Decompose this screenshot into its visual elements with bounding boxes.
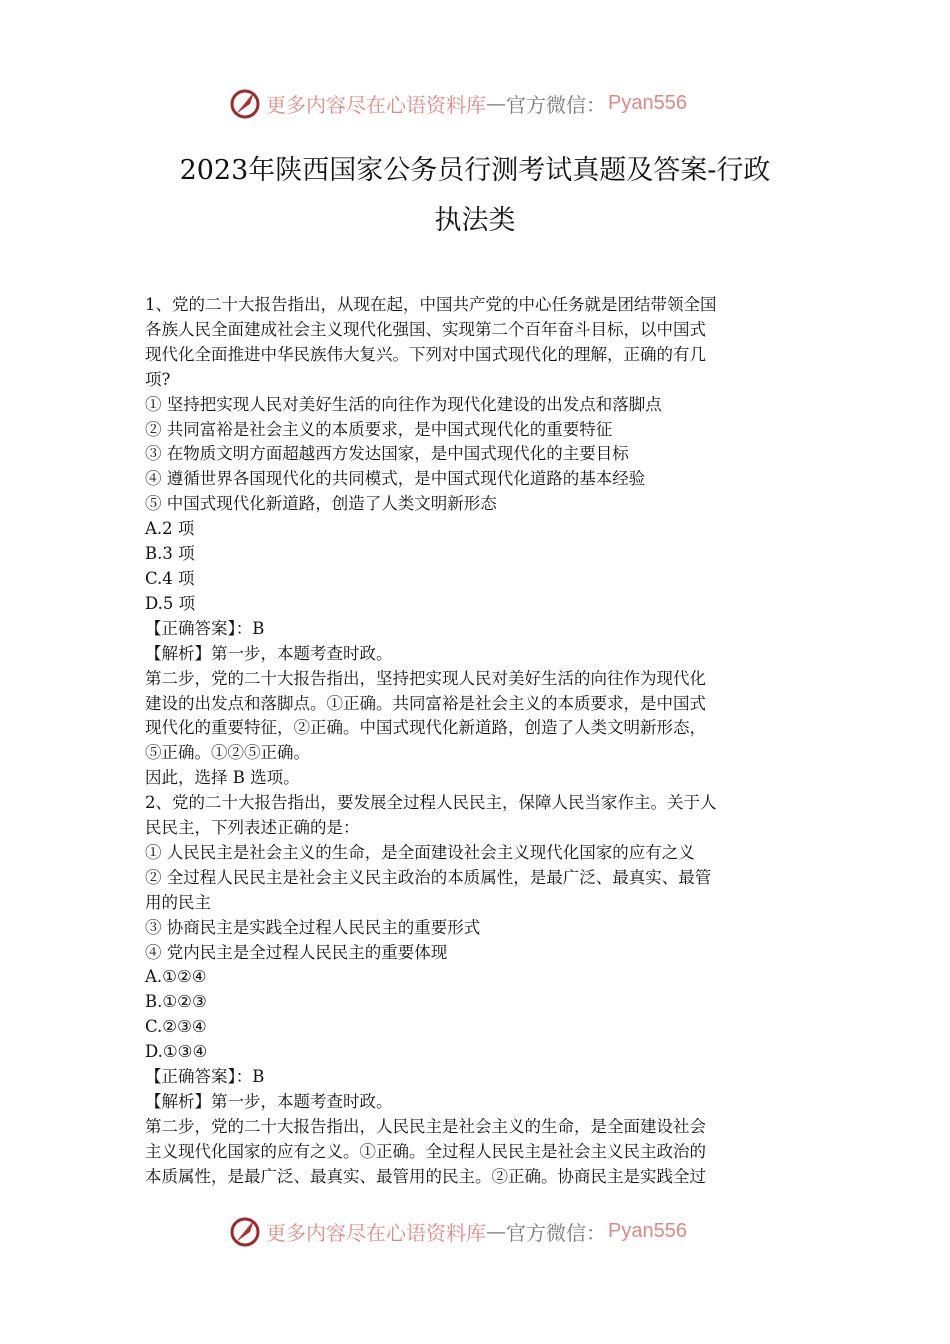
text-line: ① 坚持把实现人民对美好生活的向往作为现代化建设的出发点和落脚点: [145, 394, 662, 414]
text-line: ⑤正确。①②⑤正确。: [145, 743, 310, 763]
banner-id: Pyan556: [608, 91, 687, 114]
text-line: 建设的出发点和落脚点。①正确。共同富裕是社会主义的本质要求，是中国式: [145, 693, 706, 713]
title-line: 2023年陕西国家公务员行测考试真题及答案-行政: [179, 155, 771, 186]
text-line: 现代化全面推进中华民族伟大复兴。下列对中国式现代化的理解，正确的有几: [145, 344, 706, 364]
text-line: ⑤ 中国式现代化新道路，创造了人类文明新形态: [145, 494, 497, 514]
text-line: 【正确答案】：B: [145, 618, 265, 638]
quill-logo-icon: [228, 86, 262, 120]
document-body: [145, 293, 815, 1190]
text-line: 因此，选择 B 选项。: [145, 768, 300, 788]
text-line: 【解析】第一步，本题考查时政。: [145, 1092, 393, 1111]
text-line: ② 共同富裕是社会主义的本质要求，是中国式现代化的重要特征: [145, 419, 613, 439]
banner-label: 官方微信：: [506, 1220, 606, 1245]
text-line: ① 人民民主是社会主义的生命，是全面建设社会主义现代化国家的应有之义: [145, 842, 695, 862]
text-line: 【解析】第一步，本题考查时政。: [145, 643, 393, 663]
banner-brand: 更多内容尽在心语资料库: [266, 1220, 486, 1245]
header-watermark-banner: [228, 83, 728, 123]
text-line: 2、党的二十大报告指出，要发展全过程人民民主，保障人民当家作主。关于人: [145, 793, 717, 813]
text-line: 民民主，下列表述正确的是：: [145, 818, 360, 838]
banner-label: 官方微信：: [506, 92, 606, 117]
banner-brand: 更多内容尽在心语资料库: [266, 92, 486, 117]
footer-watermark-banner: [228, 1211, 728, 1251]
text-line: 第二步，党的二十大报告指出，人民民主是社会主义的生命，是全面建设社会: [145, 1116, 706, 1136]
text-line: D.5 项: [145, 593, 196, 613]
text-line: 项?: [145, 369, 171, 389]
text-line: C.4 项: [145, 568, 195, 588]
text-line: B.①②③: [145, 992, 207, 1012]
text-line: ② 全过程人民民主是社会主义民主政治的本质属性，是最广泛、最真实、最管: [145, 867, 712, 887]
text-line: ④ 遵循世界各国现代化的共同模式，是中国式现代化道路的基本经验: [145, 469, 646, 489]
text-line: 本质属性，是最广泛、最真实、最管用的民主。②正确。协商民主是实践全过: [145, 1166, 706, 1186]
text-line: A.2 项: [145, 519, 195, 539]
banner-id: Pyan556: [608, 1219, 687, 1242]
quill-logo-icon: [228, 1214, 262, 1248]
text-line: 1、党的二十大报告指出，从现在起，中国共产党的中心任务就是团结带领全国: [145, 295, 717, 314]
document-title: [0, 146, 950, 246]
text-line: 各族人民全面建成社会主义现代化强国、实现第二个百年奋斗目标，以中国式: [145, 319, 706, 339]
banner-dash: —: [486, 1219, 506, 1243]
text-line: A.①②④: [145, 967, 207, 987]
text-line: 第二步，党的二十大报告指出，坚持把实现人民对美好生活的向往作为现代化: [145, 668, 706, 688]
text-line: 主义现代化国家的应有之义。①正确。全过程人民民主是社会主义民主政治的: [145, 1141, 706, 1161]
text-line: C.②③④: [145, 1017, 207, 1037]
text-line: ④ 党内民主是全过程人民民主的重要体现: [145, 942, 448, 962]
text-line: 【正确答案】：B: [145, 1067, 265, 1087]
text-line: ③ 协商民主是实践全过程人民民主的重要形式: [145, 917, 481, 937]
text-line: B.3 项: [145, 544, 195, 564]
text-line: 现代化的重要特征，②正确。中国式现代化新道路，创造了人类文明新形态，: [145, 718, 706, 738]
banner-dash: —: [486, 91, 506, 115]
text-line: ③ 在物质文明方面超越西方发达国家，是中国式现代化的主要目标: [145, 444, 629, 464]
text-line: D.①③④: [145, 1042, 208, 1062]
text-line: 用的民主: [145, 892, 211, 912]
title-line: 执法类: [434, 205, 516, 236]
